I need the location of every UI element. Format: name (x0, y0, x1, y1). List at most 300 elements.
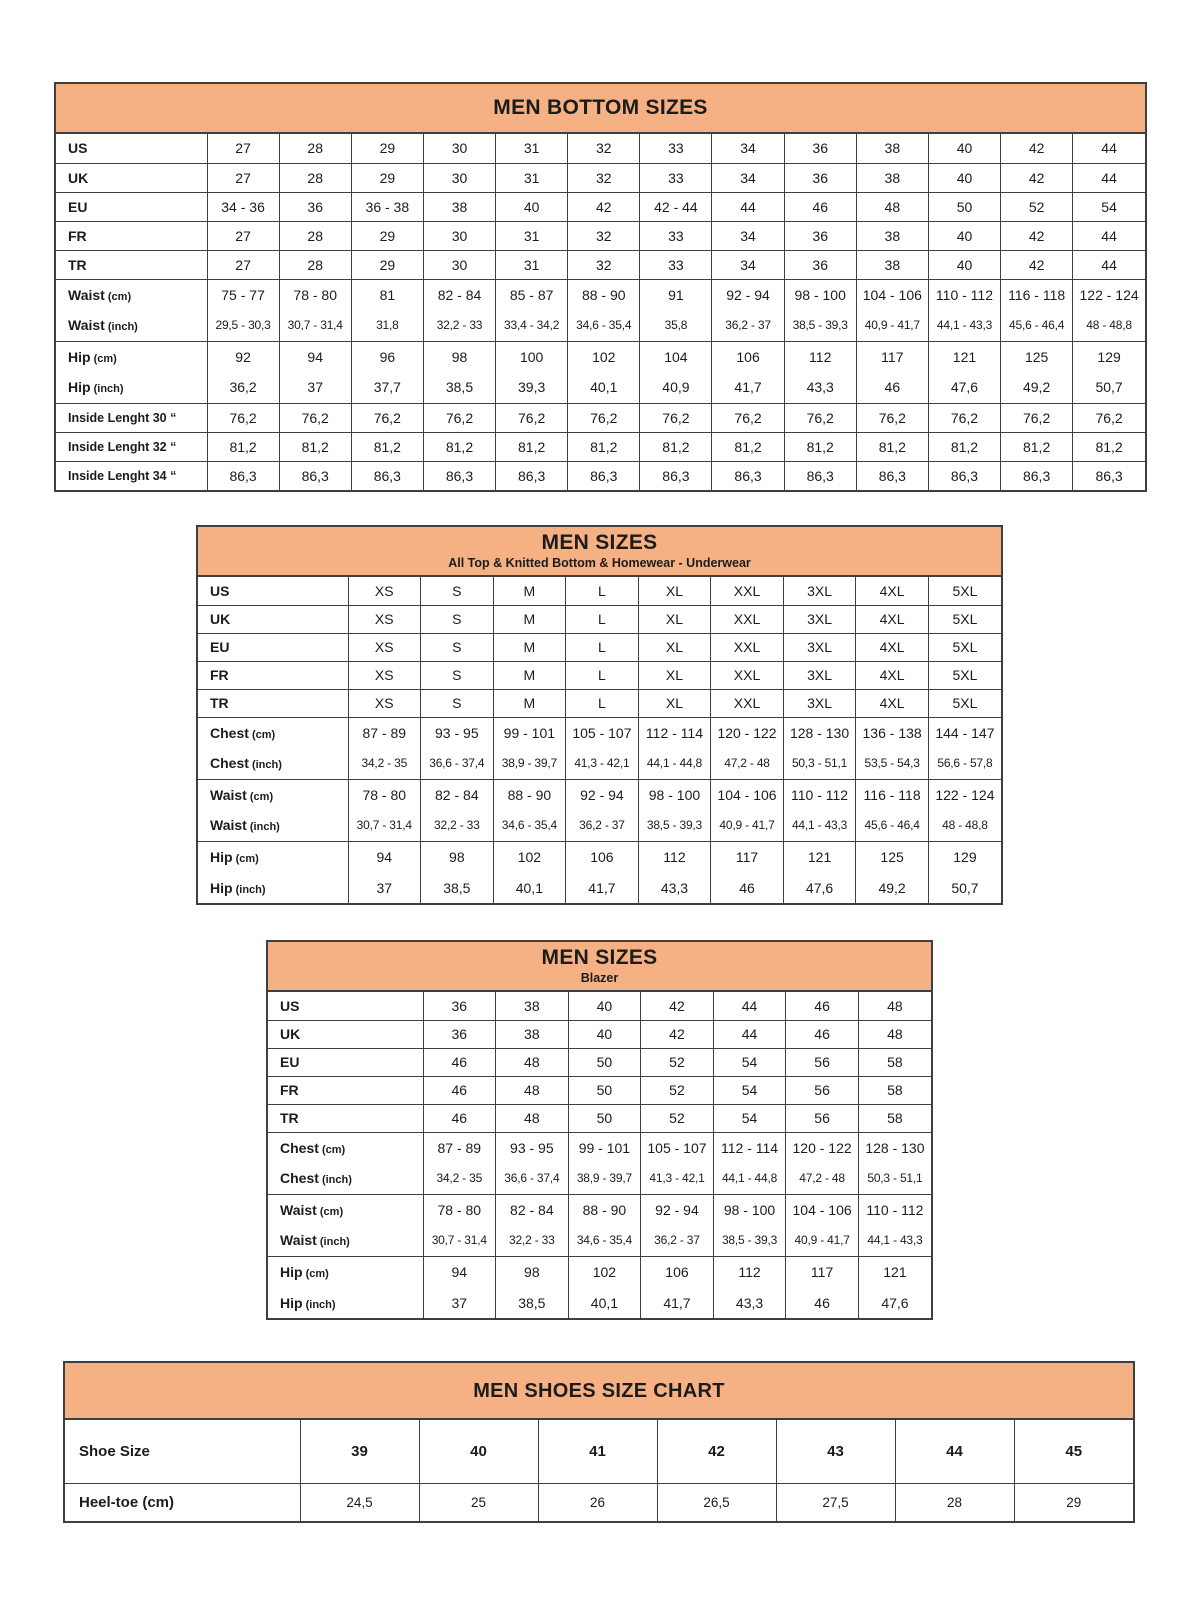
cell: 38,5 - 39,3 (638, 810, 711, 841)
cell: 50,3 - 51,1 (783, 748, 856, 779)
cell: S (421, 661, 494, 689)
cell: 29 (351, 163, 423, 192)
cell: 136 - 138 (856, 717, 929, 748)
table-row (198, 633, 1001, 661)
row-label (198, 841, 348, 872)
cell: 34 (712, 163, 784, 192)
cell: 104 - 106 (786, 1194, 859, 1225)
row-label (268, 1287, 423, 1318)
cell: 34,6 - 35,4 (568, 1225, 641, 1256)
cell: 33,4 - 34,2 (496, 310, 568, 341)
cell: 3XL (783, 605, 856, 633)
cell: 40,1 (568, 1287, 641, 1318)
row-label-unit: (inch) (318, 1174, 352, 1187)
cell: 87 - 89 (423, 1132, 496, 1163)
cell: 144 - 147 (928, 717, 1001, 748)
cell: 30,7 - 31,4 (348, 810, 421, 841)
cell: 43 (776, 1420, 895, 1483)
cell: 40,9 - 41,7 (856, 310, 928, 341)
cell: 48 (496, 1076, 569, 1104)
cell: 82 - 84 (421, 779, 494, 810)
row-label (268, 1132, 423, 1163)
cell: 48 - 48,8 (1073, 310, 1145, 341)
cell: 40 (568, 992, 641, 1020)
cell: 52 (641, 1076, 714, 1104)
cell: 40 (496, 192, 568, 221)
cell: 47,2 - 48 (786, 1163, 859, 1194)
cell: 38 (856, 163, 928, 192)
cell: 27 (207, 221, 279, 250)
cell: 34 (712, 134, 784, 163)
cell: 44,1 - 43,3 (858, 1225, 931, 1256)
cell: M (493, 689, 566, 717)
table-row (56, 461, 1145, 490)
table-row (198, 717, 1001, 748)
cell: 5XL (928, 633, 1001, 661)
cell: 41 (538, 1420, 657, 1483)
cell: 3XL (783, 633, 856, 661)
row-label-text: TR (210, 695, 229, 711)
cell: 86,3 (568, 461, 640, 490)
cell: S (421, 605, 494, 633)
cell: 86,3 (1073, 461, 1145, 490)
cell: 32 (568, 134, 640, 163)
cell: 31 (496, 250, 568, 279)
cell: 76,2 (856, 403, 928, 432)
cell: 5XL (928, 661, 1001, 689)
cell: 56 (786, 1076, 859, 1104)
men-bottom-sizes-table (54, 82, 1147, 492)
cell: 27 (207, 163, 279, 192)
cell: 32 (568, 163, 640, 192)
cell: 31 (496, 134, 568, 163)
cell: 41,7 (566, 872, 639, 903)
row-label-text: Hip (280, 1294, 303, 1311)
cell: 44 (895, 1420, 1014, 1483)
cell: 53,5 - 54,3 (856, 748, 929, 779)
cell: 37 (423, 1287, 496, 1318)
cell: 46 (786, 1287, 859, 1318)
cell: 44 (713, 1020, 786, 1048)
row-label-text: Inside Lenght 32 “ (68, 439, 177, 454)
row-label (56, 372, 207, 403)
cell: 34,6 - 35,4 (493, 810, 566, 841)
cell: 58 (858, 1048, 931, 1076)
cell: 54 (713, 1104, 786, 1132)
row-label-unit: (cm) (104, 290, 132, 303)
cell: 39 (300, 1420, 419, 1483)
row-label-text: Waist (210, 817, 247, 834)
cell: 99 - 101 (493, 717, 566, 748)
row-label-text: FR (68, 227, 87, 244)
cell: 112 - 114 (638, 717, 711, 748)
size-grid (65, 1420, 1133, 1521)
row-label-unit: (inch) (246, 821, 280, 834)
cell: XS (348, 689, 421, 717)
cell: 30 (423, 163, 495, 192)
cell: 76,2 (279, 403, 351, 432)
cell: 81 (351, 279, 423, 310)
cell: 104 - 106 (856, 279, 928, 310)
cell: 34,2 - 35 (348, 748, 421, 779)
cell: 76,2 (1073, 403, 1145, 432)
cell: 30,7 - 31,4 (423, 1225, 496, 1256)
cell: 38 (856, 221, 928, 250)
cell: 92 - 94 (641, 1194, 714, 1225)
cell: L (566, 689, 639, 717)
row-label (56, 341, 207, 372)
cell: 81,2 (856, 432, 928, 461)
cell: 27 (207, 134, 279, 163)
cell: 86,3 (640, 461, 712, 490)
cell: 5XL (928, 577, 1001, 605)
cell: 56,6 - 57,8 (928, 748, 1001, 779)
row-label (56, 403, 207, 432)
cell: 104 (640, 341, 712, 372)
size-grid (56, 134, 1145, 490)
cell: 36 (423, 1020, 496, 1048)
cell: 48 (496, 1048, 569, 1076)
row-label-text: US (210, 582, 230, 599)
cell: 81,2 (640, 432, 712, 461)
cell: 45,6 - 46,4 (1001, 310, 1073, 341)
table-row (268, 1225, 931, 1256)
cell: 43,3 (638, 872, 711, 903)
cell: 4XL (856, 661, 929, 689)
cell: 38,5 (496, 1287, 569, 1318)
cell: XL (638, 577, 711, 605)
cell: 39,3 (496, 372, 568, 403)
table-header (198, 527, 1001, 577)
cell: 45 (1014, 1420, 1133, 1483)
cell: 38 (856, 250, 928, 279)
cell: 48 (858, 1020, 931, 1048)
row-label (56, 163, 207, 192)
cell: 4XL (856, 689, 929, 717)
cell: 30 (423, 221, 495, 250)
cell: 86,3 (351, 461, 423, 490)
row-label-text: UK (68, 169, 89, 186)
table-row (56, 372, 1145, 403)
cell: 32 (568, 250, 640, 279)
table-row (56, 432, 1145, 461)
cell: 36,2 (207, 372, 279, 403)
row-label-text: Waist (68, 317, 105, 334)
row-label (56, 461, 207, 490)
cell: 3XL (783, 577, 856, 605)
cell: 81,2 (1073, 432, 1145, 461)
row-label (56, 134, 207, 163)
row-label (198, 872, 348, 903)
row-label (268, 1048, 423, 1076)
cell: 112 - 114 (713, 1132, 786, 1163)
cell: 38,5 (423, 372, 495, 403)
cell: 117 (786, 1256, 859, 1287)
row-label (198, 689, 348, 717)
cell: 34 - 36 (207, 192, 279, 221)
cell: 46 (856, 372, 928, 403)
row-label (56, 432, 207, 461)
cell: 33 (640, 134, 712, 163)
cell: 40 (928, 163, 1000, 192)
cell: 5XL (928, 689, 1001, 717)
cell: 25 (419, 1483, 538, 1521)
cell: 48 (858, 992, 931, 1020)
cell: 56 (786, 1104, 859, 1132)
cell: 27,5 (776, 1483, 895, 1521)
cell: 29,5 - 30,3 (207, 310, 279, 341)
table-row (65, 1483, 1133, 1521)
cell: 102 (568, 1256, 641, 1287)
cell: 98 - 100 (638, 779, 711, 810)
cell: 106 (566, 841, 639, 872)
cell: 52 (641, 1104, 714, 1132)
cell: 44 (1073, 250, 1145, 279)
cell: 106 (641, 1256, 714, 1287)
cell: XXL (711, 689, 784, 717)
cell: 36,2 - 37 (641, 1225, 714, 1256)
table-header (268, 942, 931, 992)
table-row (56, 221, 1145, 250)
table-row (268, 1256, 931, 1287)
cell: 86,3 (207, 461, 279, 490)
row-label-unit: (cm) (90, 352, 117, 365)
cell: S (421, 577, 494, 605)
cell: 35,8 (640, 310, 712, 341)
cell: 48 (496, 1104, 569, 1132)
cell: 93 - 95 (421, 717, 494, 748)
cell: L (566, 577, 639, 605)
cell: 99 - 101 (568, 1132, 641, 1163)
cell: 117 (856, 341, 928, 372)
cell: 46 (423, 1104, 496, 1132)
cell: 81,2 (351, 432, 423, 461)
cell: 81,2 (568, 432, 640, 461)
cell: 28 (279, 221, 351, 250)
cell: 122 - 124 (1073, 279, 1145, 310)
row-label-text: UK (210, 611, 231, 627)
table-title: MEN SIZES (541, 946, 658, 970)
row-label-unit: (cm) (246, 790, 274, 803)
cell: 98 - 100 (713, 1194, 786, 1225)
table-subtitle: All Top & Knitted Bottom & Homewear - Underwear (448, 555, 751, 570)
cell: 40 (928, 221, 1000, 250)
cell: 34,6 - 35,4 (568, 310, 640, 341)
cell: 125 (856, 841, 929, 872)
cell: XXL (711, 577, 784, 605)
row-label-text: EU (68, 198, 88, 215)
table-row (56, 310, 1145, 341)
row-label-unit: (inch) (302, 1298, 336, 1311)
cell: 46 (423, 1048, 496, 1076)
cell: 98 - 100 (784, 279, 856, 310)
cell: 100 (496, 341, 568, 372)
row-label-unit: (inch) (248, 759, 282, 772)
cell: XL (638, 633, 711, 661)
cell: 76,2 (640, 403, 712, 432)
cell: 76,2 (928, 403, 1000, 432)
cell: 81,2 (1001, 432, 1073, 461)
men-sizes-tops-table (196, 525, 1003, 905)
cell: 106 (712, 341, 784, 372)
cell: 44 (1073, 134, 1145, 163)
cell: 52 (1001, 192, 1073, 221)
cell: 49,2 (856, 872, 929, 903)
cell: 38,5 - 39,3 (784, 310, 856, 341)
cell: XS (348, 577, 421, 605)
table-row (268, 1287, 931, 1318)
cell: 26 (538, 1483, 657, 1521)
cell: 4XL (856, 605, 929, 633)
cell: 76,2 (784, 403, 856, 432)
cell: 122 - 124 (928, 779, 1001, 810)
row-label-text: Hip (280, 1263, 303, 1280)
cell: 102 (568, 341, 640, 372)
row-label-text: UK (280, 1026, 301, 1042)
cell: 40 (568, 1020, 641, 1048)
cell: 40 (928, 134, 1000, 163)
table-row (56, 341, 1145, 372)
table-row (268, 1163, 931, 1194)
cell: 86,3 (856, 461, 928, 490)
row-label-text: Waist (280, 1232, 317, 1249)
cell: 88 - 90 (568, 1194, 641, 1225)
cell: 112 (713, 1256, 786, 1287)
cell: 105 - 107 (641, 1132, 714, 1163)
cell: 42 (1001, 250, 1073, 279)
row-label-unit: (inch) (104, 321, 138, 334)
cell: 33 (640, 221, 712, 250)
cell: 37 (279, 372, 351, 403)
row-label (268, 1020, 423, 1048)
row-label-text: Heel-toe (cm) (79, 1493, 175, 1511)
cell: XS (348, 633, 421, 661)
table-row (198, 810, 1001, 841)
cell: 110 - 112 (783, 779, 856, 810)
cell: 41,7 (712, 372, 784, 403)
cell: 47,2 - 48 (711, 748, 784, 779)
cell: 44,1 - 43,3 (928, 310, 1000, 341)
cell: 31 (496, 163, 568, 192)
table-row (198, 689, 1001, 717)
cell: 33 (640, 163, 712, 192)
cell: 46 (711, 872, 784, 903)
cell: 45,6 - 46,4 (856, 810, 929, 841)
table-row (198, 605, 1001, 633)
cell: XL (638, 689, 711, 717)
table-row (56, 134, 1145, 163)
cell: 81,2 (928, 432, 1000, 461)
cell: 81,2 (207, 432, 279, 461)
cell: 29 (351, 134, 423, 163)
cell: 27 (207, 250, 279, 279)
table-subtitle: Blazer (580, 970, 619, 985)
row-label-text: US (280, 997, 300, 1014)
cell: 40,1 (568, 372, 640, 403)
cell: 76,2 (712, 403, 784, 432)
cell: 36,6 - 37,4 (496, 1163, 569, 1194)
table-row (198, 841, 1001, 872)
row-label-text: Chest (210, 724, 249, 741)
table-row (198, 872, 1001, 903)
cell: 38 (423, 192, 495, 221)
cell: 42 (1001, 134, 1073, 163)
cell: 50,7 (1073, 372, 1145, 403)
size-grid (268, 992, 931, 1318)
table-row (198, 748, 1001, 779)
table-row (56, 403, 1145, 432)
cell: 38,9 - 39,7 (568, 1163, 641, 1194)
cell: 41,3 - 42,1 (641, 1163, 714, 1194)
cell: 29 (1014, 1483, 1133, 1521)
cell: 54 (713, 1048, 786, 1076)
table-row (268, 1132, 931, 1163)
table-row (268, 1076, 931, 1104)
cell: M (493, 633, 566, 661)
table-title: MEN SIZES (541, 531, 658, 555)
row-label-text: Hip (68, 348, 91, 365)
cell: 92 - 94 (566, 779, 639, 810)
cell: 86,3 (712, 461, 784, 490)
row-label (65, 1420, 300, 1483)
cell: XL (638, 661, 711, 689)
cell: 42 (641, 1020, 714, 1048)
cell: 102 (493, 841, 566, 872)
cell: 76,2 (496, 403, 568, 432)
row-label-text: TR (280, 1110, 299, 1126)
cell: 75 - 77 (207, 279, 279, 310)
row-label (268, 1225, 423, 1256)
cell: 42 (657, 1420, 776, 1483)
cell: 38 (856, 134, 928, 163)
cell: 81,2 (784, 432, 856, 461)
table-header (65, 1363, 1133, 1420)
cell: 36,2 - 37 (712, 310, 784, 341)
cell: 86,3 (1001, 461, 1073, 490)
row-label-text: FR (210, 667, 229, 683)
cell: 81,2 (496, 432, 568, 461)
cell: S (421, 689, 494, 717)
cell: 36 - 38 (351, 192, 423, 221)
row-label (198, 661, 348, 689)
cell: XXL (711, 633, 784, 661)
cell: 40,9 (640, 372, 712, 403)
table-header (56, 84, 1145, 134)
cell: 30 (423, 250, 495, 279)
cell: 28 (279, 134, 351, 163)
row-label-text: Chest (280, 1170, 319, 1187)
cell: 121 (928, 341, 1000, 372)
cell: 98 (421, 841, 494, 872)
table-row (198, 779, 1001, 810)
cell: 36,2 - 37 (566, 810, 639, 841)
cell: L (566, 633, 639, 661)
row-label (56, 250, 207, 279)
cell: 36 (423, 992, 496, 1020)
cell: 28 (895, 1483, 1014, 1521)
cell: 44 (712, 192, 784, 221)
cell: 112 (638, 841, 711, 872)
cell: 86,3 (279, 461, 351, 490)
row-label (56, 310, 207, 341)
cell: 82 - 84 (423, 279, 495, 310)
table-title: MEN BOTTOM SIZES (493, 96, 708, 120)
cell: M (493, 605, 566, 633)
row-label-text: Inside Lenght 34 “ (68, 468, 177, 483)
row-label (198, 577, 348, 605)
row-label-text: US (68, 140, 88, 157)
row-label-text: EU (210, 639, 230, 655)
